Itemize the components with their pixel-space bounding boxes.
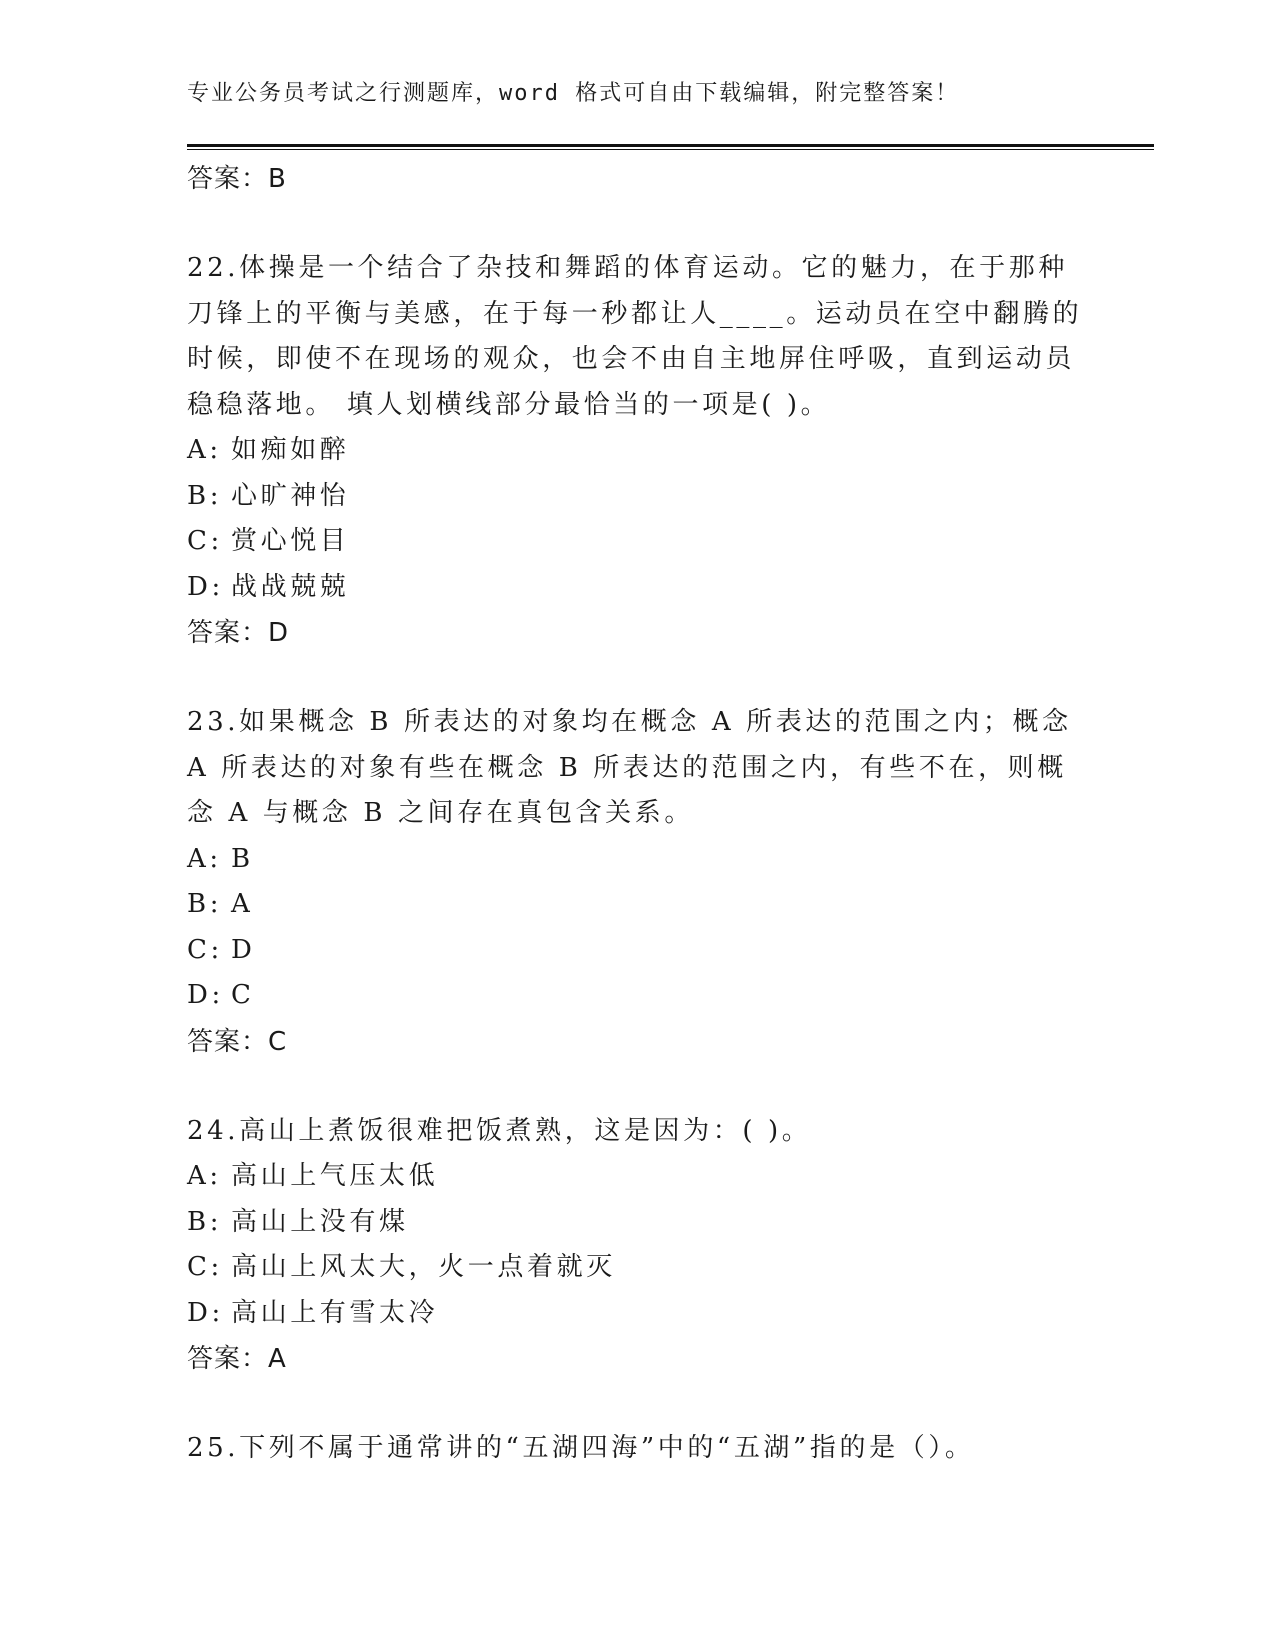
- option-text: A: [231, 889, 254, 919]
- option-key: D:: [187, 980, 224, 1010]
- option-d: [187, 1291, 1087, 1337]
- option-text: 如痴如醉: [231, 435, 350, 465]
- question-stem: 25.下列不属于通常讲的“五湖四海”中的“五湖”指的是（）。: [187, 1433, 975, 1463]
- option-key: A:: [187, 843, 222, 874]
- option-text: D: [231, 934, 256, 965]
- question-23: [187, 700, 1087, 1065]
- option-c: [187, 1245, 1087, 1291]
- option-key: B:: [187, 1206, 223, 1237]
- option-key: C:: [187, 526, 223, 556]
- option-text: 高山上气压太低: [231, 1161, 439, 1191]
- option-text: 高山上风太大，火一点着就灭: [231, 1252, 616, 1282]
- question-stem: 23.如果概念 B 所表达的对象均在概念 A 所表达的范围之内；概念 A 所表达的对象有些在概念 B 所表达的范围之内，有些不在，则概念 A 与概念 B 之间存在真包含关系。: [187, 707, 1072, 828]
- option-text: B: [231, 843, 254, 874]
- option-text: C: [231, 980, 255, 1010]
- answer-24: 答案：A: [187, 1344, 287, 1374]
- option-key: A:: [187, 435, 222, 465]
- option-a: [187, 837, 1087, 883]
- answer-21: 答案：B: [187, 164, 287, 194]
- option-key: C:: [187, 934, 223, 965]
- answer-22: 答案：D: [187, 618, 290, 648]
- option-key: D:: [187, 1297, 224, 1328]
- option-a: [187, 428, 1087, 474]
- option-key: D:: [187, 571, 224, 602]
- question-stem: 24.高山上煮饭很难把饭煮熟，这是因为：( )。: [187, 1115, 812, 1146]
- option-key: B:: [187, 889, 223, 919]
- header-rule-thin: [187, 149, 1154, 150]
- option-text: 赏心悦目: [231, 526, 350, 556]
- option-key: A:: [187, 1161, 222, 1191]
- option-text: 心旷神怡: [231, 480, 350, 511]
- option-d: [187, 565, 1087, 611]
- question-24: [187, 1109, 1087, 1383]
- option-b: [187, 474, 1087, 520]
- answer-23: 答案：C: [187, 1026, 288, 1057]
- option-text: 战战兢兢: [231, 571, 350, 602]
- option-key: C:: [187, 1252, 223, 1282]
- page-header: 专业公务员考试之行测题库，word 格式可自由下载编辑，附完整答案！: [187, 81, 960, 106]
- question-25: [187, 1426, 1087, 1472]
- header-rule-thick: [187, 144, 1154, 147]
- document-body: [187, 156, 1087, 1516]
- option-text: 高山上没有煤: [231, 1206, 409, 1237]
- question-22: [187, 246, 1087, 656]
- option-d: [187, 973, 1087, 1019]
- option-b: [187, 1200, 1087, 1246]
- option-key: B:: [187, 480, 223, 511]
- option-a: [187, 1154, 1087, 1200]
- question-stem: 22.体操是一个结合了杂技和舞蹈的体育运动。它的魅力，在于那种刀锋上的平衡与美感，在于每一秒都让人____。运动员在空中翻腾的时候，即使不在现场的观众，也会不由自主地屏住呼吸，直到运动员稳稳落地。 填人划横线部分最恰当的一项是( )。: [187, 253, 1083, 420]
- option-b: [187, 882, 1087, 928]
- option-text: 高山上有雪太冷: [231, 1297, 439, 1328]
- option-c: [187, 928, 1087, 974]
- option-c: [187, 519, 1087, 565]
